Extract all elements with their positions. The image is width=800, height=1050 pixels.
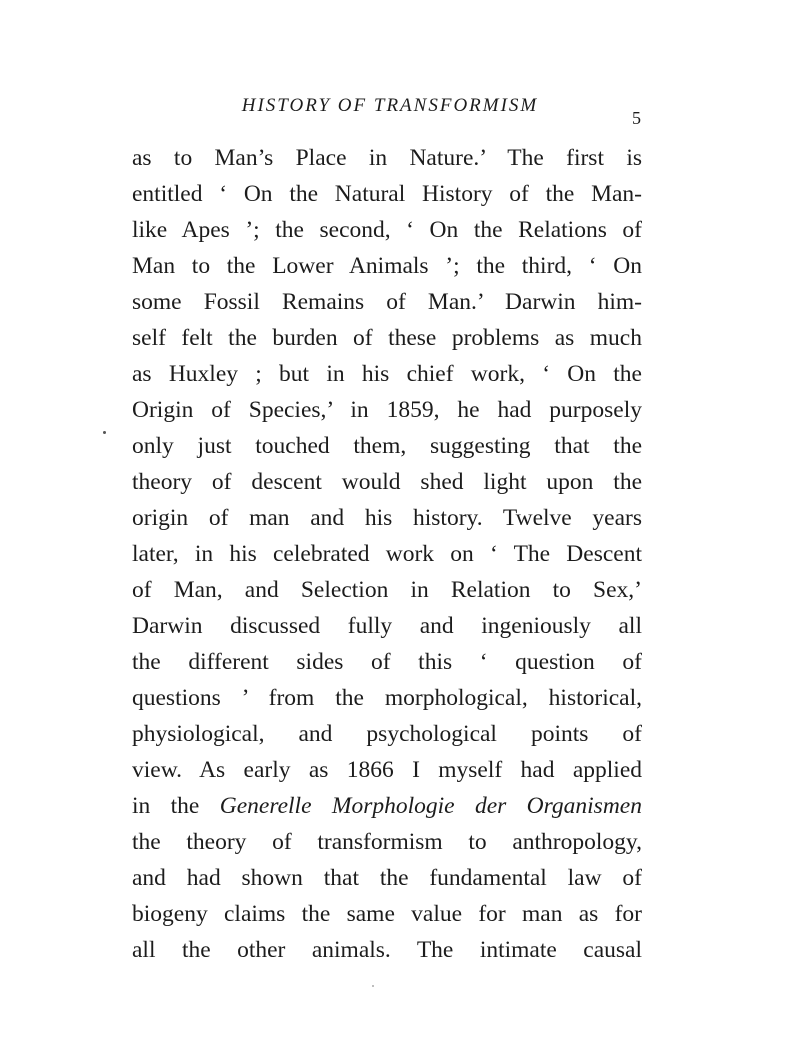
print-speck [372,985,374,987]
text-line: the different sides of this ‘ question of [132,649,642,675]
running-title: HISTORY OF TRANSFORMISM [241,95,539,116]
text-line: only just touched them, suggesting that the [132,433,642,459]
text-line: some Fossil Remains of Man.’ Darwin him- [132,289,642,315]
text-line: Darwin discussed fully and ingeniously all [132,613,642,639]
text-line: and had shown that the fundamental law of [132,865,642,891]
page-number: 5 [632,108,641,128]
text-line: questions ’ from the morphological, historical, [132,685,642,711]
text-line: of Man, and Selection in Relation to Sex,’ [132,577,642,603]
text-line: physiological, and psychological points of [132,721,642,747]
text-line: the theory of transformism to anthropology, [132,829,642,855]
text-line: as to Man’s Place in Nature.’ The first is [132,145,642,171]
text-line: origin of man and his history. Twelve years [132,505,642,531]
text-line: later, in his celebrated work on ‘ The Descent [132,541,642,567]
italic-book-title: Generelle Morphologie der Organismen [219,793,642,819]
text-line: entitled ‘ On the Natural History of the Man- [132,181,642,207]
print-speck [103,431,106,434]
text-line: as Huxley ; but in his chief work, ‘ On the [132,361,642,387]
text-line: theory of descent would shed light upon the [132,469,642,495]
text-line: Origin of Species,’ in 1859, he had purposely [132,397,642,423]
text-line: all the other animals. The intimate causal [132,937,642,963]
text-line: biogeny claims the same value for man as for [132,901,642,927]
text-line: like Apes ’; the second, ‘ On the Relations of [132,217,642,243]
text-line: view. As early as 1866 I myself had applied [132,757,642,783]
text-line-with-italic-title [132,788,642,824]
italic-line-prefix: in the [132,793,220,819]
text-line: self felt the burden of these problems as much [132,325,642,351]
text-line: Man to the Lower Animals ’; the third, ‘ On [132,253,642,279]
